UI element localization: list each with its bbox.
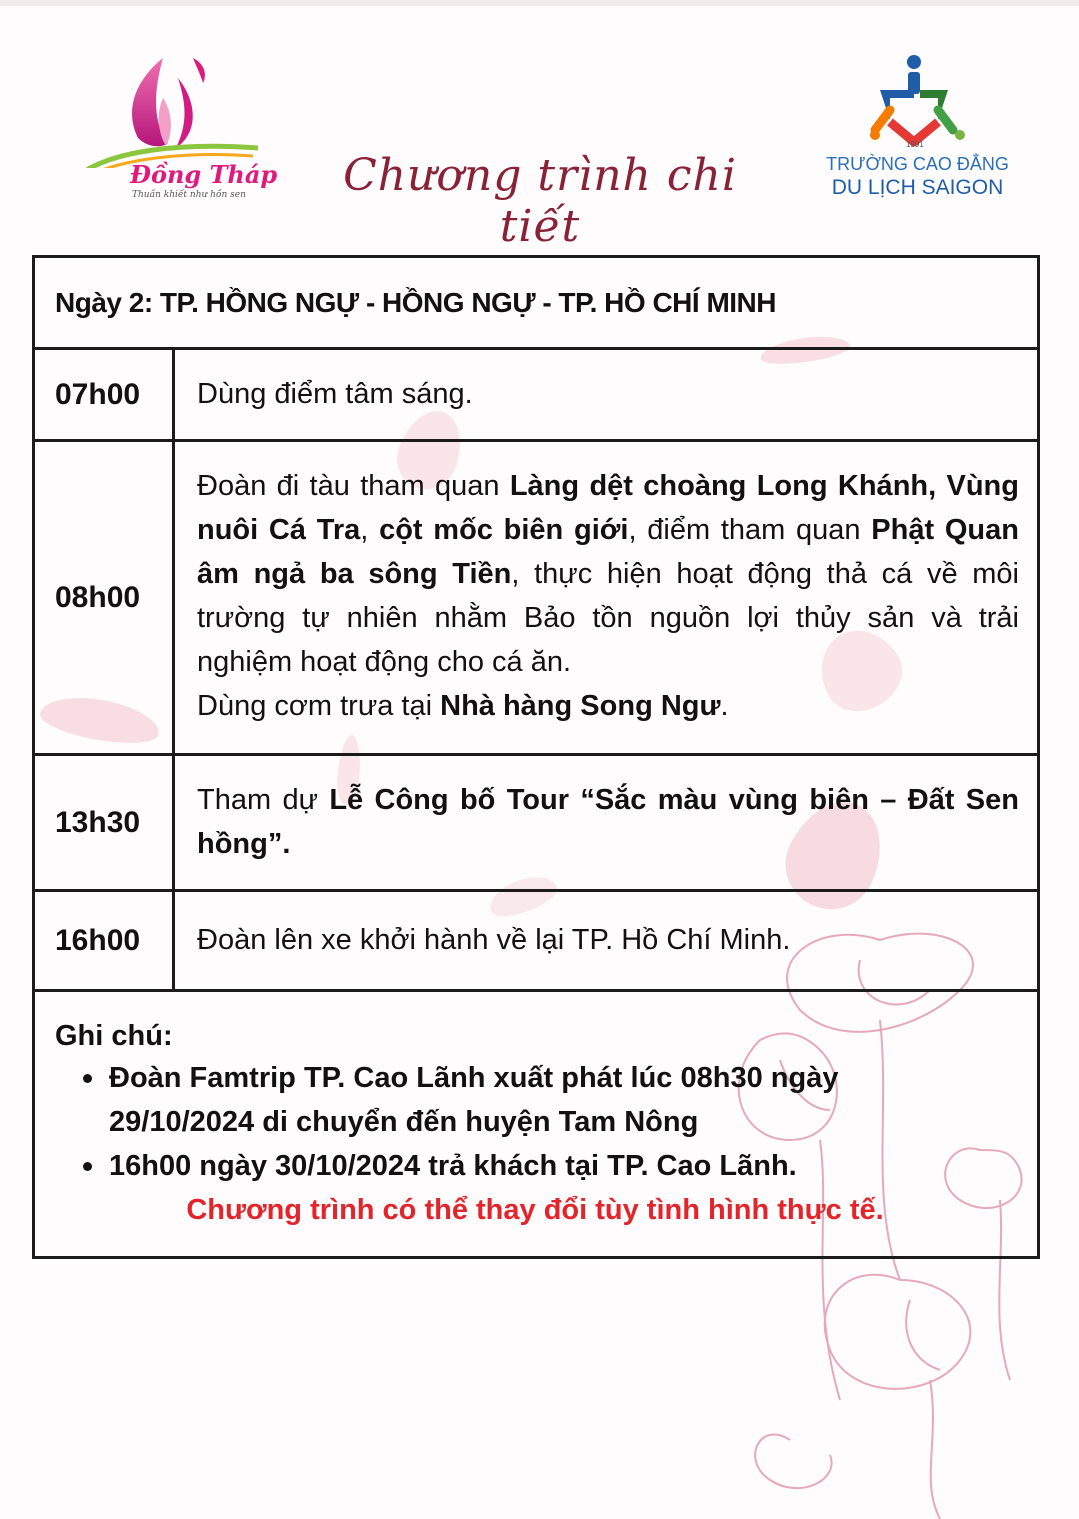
day-heading: Ngày 2: TP. HỒNG NGỰ - HỒNG NGỰ - TP. HỒ CHÍ MINH <box>35 258 1037 350</box>
note-item <box>109 1144 949 1188</box>
school-name-line1: TRƯỜNG CAO ĐẲNG <box>826 154 1009 174</box>
school-year: 1991 <box>906 140 924 149</box>
time-cell: 07h00 <box>35 350 175 439</box>
schedule-row <box>35 350 1037 442</box>
activity-highlight: Nhà hàng Song Ngư <box>440 690 721 722</box>
school-logo <box>820 50 1020 210</box>
activity-text: Dùng điểm tâm sáng. <box>197 378 473 410</box>
activity-text: , điểm tham quan <box>628 514 872 546</box>
note-text: Đoàn Famtrip TP. Cao Lãnh xuất phát lúc 08h30 ngày 29/10/2024 di chuyển đến huyện Tam Nông <box>109 1062 839 1138</box>
notes-section <box>35 992 1037 1257</box>
note-text: 16h00 ngày 30/10/2024 trả khách tại TP. Cao Lãnh. <box>109 1150 797 1182</box>
activity-text: Đoàn đi tàu tham quan <box>197 470 510 502</box>
brand-name: Đồng Tháp <box>130 160 278 189</box>
activity-cell <box>197 756 1019 889</box>
schedule-row <box>35 442 1037 756</box>
schedule-row <box>35 892 1037 992</box>
dong-thap-logo <box>68 48 278 218</box>
lotus-flame-icon <box>68 48 268 168</box>
notes-list <box>55 1056 1037 1188</box>
activity-highlight: Phật Quan âm ngả ba sông Tiền <box>197 514 1019 590</box>
top-border <box>0 0 1079 6</box>
schedule-table <box>32 255 1040 1259</box>
activity-highlight: Làng dệt choàng Long Khánh, Vùng nuôi Cá Tra <box>197 470 1019 546</box>
activity-text: Dùng cơm trưa tại <box>197 690 441 722</box>
page-title: Chương trình chi tiết <box>343 150 737 252</box>
activity-text: Đoàn lên xe khởi hành về lại TP. Hồ Chí Minh. <box>197 924 791 956</box>
activity-cell <box>197 442 1019 753</box>
school-name-line2: DU LỊCH SAIGON <box>831 176 1004 199</box>
activity-text: , thực hiện hoạt động thả cá về môi trường tự nhiên nhằm Bảo tồn nguồn lợi thủy sản và trải nghiệm hoạt động cho cá ăn. <box>197 558 1019 678</box>
time-cell: 08h00 <box>35 442 175 753</box>
activity-highlight: cột mốc biên giới <box>379 514 629 546</box>
notes-title: Ghi chú: <box>55 1020 173 1052</box>
time-cell: 16h00 <box>35 892 175 989</box>
note-item <box>109 1056 949 1144</box>
activity-cell <box>197 350 1019 439</box>
activity-cell <box>197 892 1019 989</box>
activity-text: , <box>360 514 380 546</box>
bullet-icon <box>83 1074 92 1083</box>
school-emblem-icon <box>820 50 1020 150</box>
activity-text: Tham dự <box>197 784 330 816</box>
time-cell: 13h30 <box>35 756 175 889</box>
activity-highlight: Lễ Công bố Tour “Sắc màu vùng biên – Đất Sen hồng”. <box>197 784 1019 860</box>
bullet-icon <box>83 1162 92 1171</box>
schedule-row <box>35 756 1037 892</box>
activity-text: . <box>720 690 729 722</box>
brand-tagline: Thuần khiết như hồn sen <box>132 190 246 200</box>
notes-warning: Chương trình có thể thay đổi tùy tình hình thực tế. <box>186 1194 884 1226</box>
